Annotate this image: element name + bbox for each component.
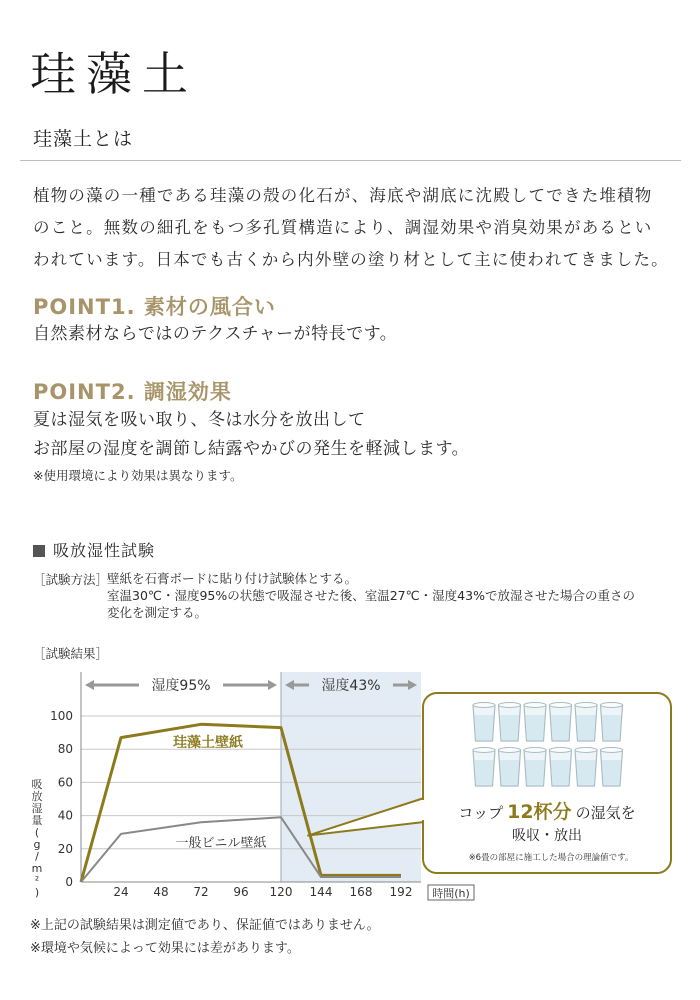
y-axis-label-char: m — [31, 862, 43, 875]
test-heading — [33, 538, 155, 561]
method-text — [107, 570, 687, 621]
cup-rim — [473, 748, 495, 753]
y-axis-label-char: 吸 — [31, 778, 43, 791]
cup-rim — [499, 703, 521, 708]
callout-text-emphasis: 12杯分 — [507, 801, 572, 823]
cup-rim — [601, 748, 623, 753]
point2-line: お部屋の湿度を調節し結露やかびの発生を軽減します。 — [33, 439, 470, 459]
cup-water — [577, 715, 596, 740]
cup-rim — [550, 748, 572, 753]
series-label-vinyl: 一般ビニル壁紙 — [175, 836, 267, 851]
cup-rim — [550, 703, 572, 708]
cup-water — [500, 760, 519, 785]
point2-text — [33, 406, 469, 464]
y-tick-label: 40 — [57, 808, 73, 823]
footnote: ※上記の試験結果は測定値であり、保証値ではありません。 — [30, 918, 380, 933]
cup-rim — [575, 703, 597, 708]
x-tick-label: 96 — [233, 885, 249, 899]
cup-rim — [473, 703, 495, 708]
cup-water — [475, 715, 494, 740]
y-axis-label-char: 湿 — [31, 802, 43, 815]
x-tick-label: 48 — [153, 885, 169, 899]
x-tick-label: 192 — [389, 885, 413, 899]
y-tick-label: 20 — [57, 841, 73, 856]
cup-water — [602, 760, 621, 785]
cup-water — [500, 715, 519, 740]
x-axis-label: 時間(h) — [432, 887, 470, 900]
point2-heading: POINT2. 調湿効果 — [33, 380, 232, 404]
y-tick-label: 100 — [50, 709, 73, 723]
phase-shading — [281, 672, 421, 882]
point2-line: 夏は湿気を吸い取り、冬は水分を放出して — [33, 410, 366, 430]
x-tick-label: 72 — [193, 885, 209, 899]
description-line: われています。日本でも古くから内外壁の塗り材として主に使われてきました。 — [33, 250, 669, 269]
callout-box — [423, 693, 671, 873]
callout-line2: 吸収・放出 — [512, 828, 582, 844]
y-axis-label-char: ( — [34, 826, 40, 839]
description — [33, 180, 673, 276]
cup-water — [602, 715, 621, 740]
arrow-right-icon — [268, 680, 277, 690]
cup-water — [526, 715, 545, 740]
cup-water — [475, 760, 494, 785]
callout-pointer-join — [422, 800, 426, 820]
cup-water — [551, 715, 570, 740]
method-line: 室温30℃・湿度95%の状態で吸湿させた後、室温27℃・湿度43%で放湿させた場合の重さの — [107, 588, 635, 603]
x-tick-label: 168 — [349, 885, 373, 899]
y-axis-label-char: ² — [34, 874, 40, 887]
method-line: 変化を測定する。 — [107, 605, 208, 620]
y-tick-label: 80 — [57, 742, 73, 757]
callout-text — [458, 800, 635, 823]
moisture-chart — [0, 660, 700, 910]
footnote: ※環境や気候によって効果には差があります。 — [30, 941, 300, 956]
y-axis-label-char: / — [35, 850, 39, 863]
cup-rim — [575, 748, 597, 753]
section-subtitle: 珪藻土とは — [33, 128, 134, 150]
series-label-diatomite: 珪藻土壁紙 — [173, 735, 243, 751]
cup-water — [551, 760, 570, 785]
cup-water — [577, 760, 596, 785]
phase-label: 湿度95% — [151, 678, 211, 694]
point1-text — [33, 320, 397, 349]
divider — [20, 160, 681, 161]
point1-line: 自然素材ならではのテクスチャーが特長です。 — [33, 324, 398, 344]
method-line: 壁紙を石膏ボードに貼り付け試験体とする。 — [107, 571, 358, 586]
y-axis-label-char: ) — [34, 886, 40, 899]
test-heading-text: 吸放湿性試験 — [53, 541, 156, 560]
square-bullet-icon — [33, 545, 45, 557]
x-tick-label: 120 — [269, 885, 293, 899]
cup-water — [526, 760, 545, 785]
y-axis-label-char: 量 — [31, 814, 43, 827]
y-tick-label: 60 — [57, 775, 73, 790]
phase-label: 湿度43% — [321, 678, 381, 694]
cup-rim — [601, 703, 623, 708]
callout-text-after: の湿気を — [575, 804, 636, 822]
description-line: のこと。無数の細孔をもつ多孔質構造により、調湿効果や消臭効果があるとい — [33, 218, 653, 237]
cup-rim — [524, 703, 546, 708]
y-axis-label-char: 放 — [31, 790, 43, 803]
callout-text-before: コップ — [458, 804, 504, 822]
point1-heading: POINT1. 素材の風合い — [33, 295, 276, 319]
description-line: 植物の藻の一種である珪藻の殻の化石が、海底や湖底に沈殿してできた堆積物 — [33, 186, 653, 205]
arrow-left-icon — [85, 680, 94, 690]
y-tick-label: 0 — [65, 875, 73, 889]
page-title: 珪藻土 — [30, 47, 198, 101]
cup-rim — [524, 748, 546, 753]
result-label: ［試験結果］ — [33, 646, 109, 661]
point2-note: ※使用環境により効果は異なります。 — [33, 468, 243, 483]
method-label: ［試験方法］ — [33, 572, 109, 587]
cup-rim — [499, 748, 521, 753]
x-tick-label: 24 — [113, 885, 129, 899]
x-tick-label: 144 — [309, 885, 333, 899]
y-axis-label-char: g — [33, 838, 41, 851]
callout-note: ※6畳の部屋に施工した場合の理論値です。 — [468, 853, 634, 863]
